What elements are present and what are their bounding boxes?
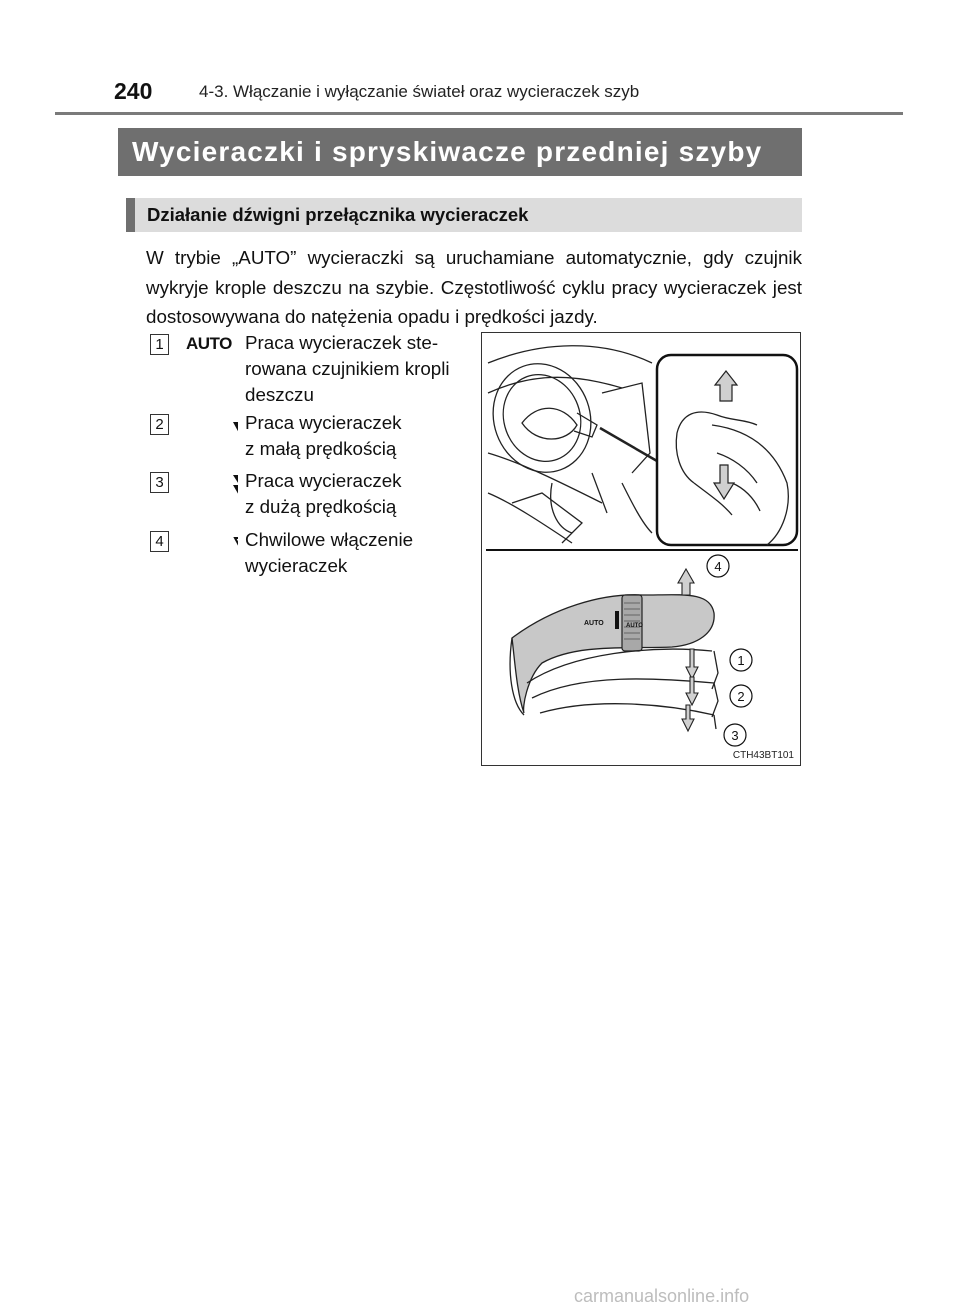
item-description bbox=[245, 330, 467, 408]
item-line: Praca wycieraczek ste- bbox=[245, 332, 439, 353]
mist-arrow-up-icon bbox=[678, 569, 694, 595]
list-item-mist bbox=[150, 527, 470, 617]
item-line: Praca wycieraczek bbox=[245, 470, 402, 491]
page-number: 240 bbox=[114, 78, 153, 104]
figure-illustration bbox=[482, 333, 802, 767]
lever-label-right: AUTO bbox=[626, 623, 643, 629]
triangle-down-outline-icon bbox=[186, 529, 238, 559]
item-line: wycieraczek bbox=[245, 555, 348, 576]
item-number-badge: 4 bbox=[150, 531, 169, 552]
watermark: carmanualsonline.info bbox=[574, 1286, 750, 1306]
lever-label-left: AUTO bbox=[584, 620, 604, 627]
subsection-title bbox=[126, 198, 802, 232]
item-line: z dużą prędkością bbox=[245, 496, 397, 517]
lever-speed-marks bbox=[615, 611, 619, 629]
callout-3: 3 bbox=[731, 728, 739, 743]
wiper-lever-figure bbox=[481, 332, 801, 766]
callout-4: 4 bbox=[714, 559, 722, 574]
item-line: Chwilowe włączenie bbox=[245, 529, 414, 550]
item-line: Praca wycieraczek bbox=[245, 412, 402, 433]
item-description bbox=[245, 468, 467, 520]
callout-1: 1 bbox=[737, 653, 745, 668]
figure-code: CTH43BT101 bbox=[732, 750, 794, 761]
list-item-auto bbox=[150, 330, 470, 420]
item-description bbox=[245, 410, 467, 462]
page-header bbox=[0, 0, 960, 118]
triangle-down-icon bbox=[186, 412, 238, 442]
chapter-title: 4-3. Włączanie i wyłączanie świateł oraz wycieraczek szyb bbox=[199, 82, 640, 101]
item-line: deszczu bbox=[245, 384, 314, 405]
item-line: z małą prędkością bbox=[245, 438, 397, 459]
item-number-badge: 1 bbox=[150, 334, 169, 355]
intro-paragraph: W trybie „AUTO” wycieraczki są uruchamiane automatycznie, gdy czujnik wykryje krople deszczu na szybie. Częstotliwość cyklu pracy wycieraczek jest dostosowywana do natężenia opadu i prędkości jazdy. bbox=[146, 247, 802, 327]
double-triangle-down-icon bbox=[186, 470, 238, 500]
auto-label: AUTO bbox=[186, 334, 232, 353]
subsection-title-text: Działanie dźwigni przełącznika wycieraczek bbox=[147, 204, 529, 225]
item-line: rowana czujnikiem kropli bbox=[245, 358, 450, 379]
section-title: Wycieraczki i spryskiwacze przedniej szyby bbox=[118, 128, 802, 176]
item-description bbox=[245, 527, 467, 579]
item-number-badge: 3 bbox=[150, 472, 169, 493]
item-number-badge: 2 bbox=[150, 414, 169, 435]
car-interior-drawing bbox=[482, 346, 657, 543]
callout-2: 2 bbox=[737, 689, 745, 704]
header-rule bbox=[55, 112, 903, 115]
arrow-down-1-icon bbox=[686, 649, 698, 679]
